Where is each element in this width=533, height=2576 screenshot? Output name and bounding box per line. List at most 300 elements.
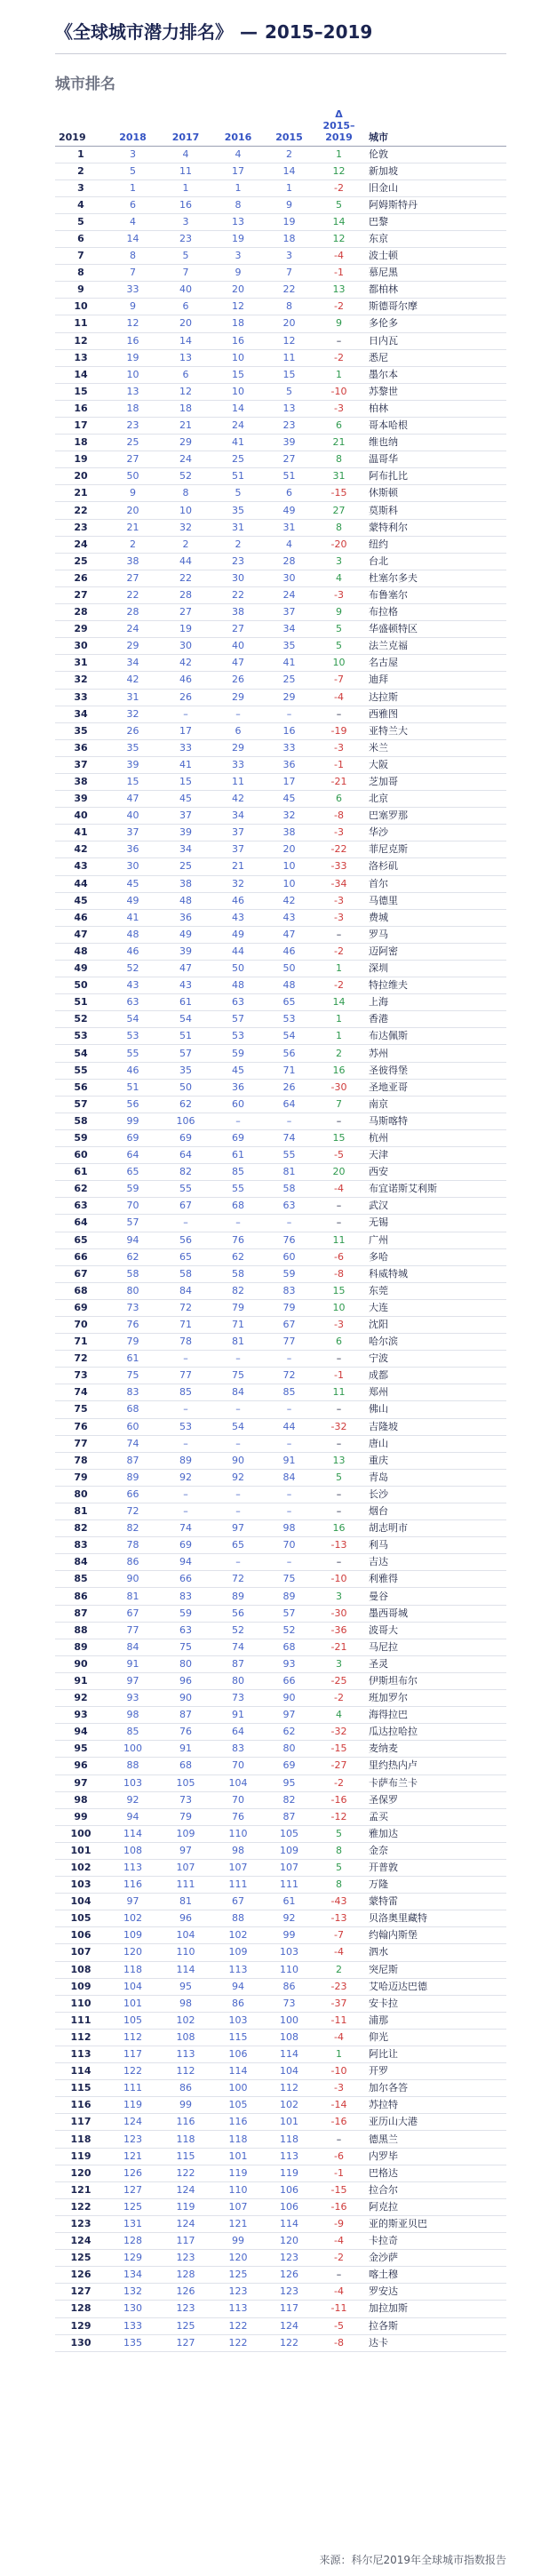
rank-2019-cell: 86 — [74, 1590, 88, 1602]
rank-2018-cell: 116 — [123, 1878, 142, 1891]
rank-2016-cell: 74 — [232, 1640, 244, 1653]
table-row — [55, 1503, 506, 1520]
table-row — [55, 825, 506, 841]
rank-2017-cell: 20 — [179, 317, 192, 330]
rank-2017-cell: 64 — [179, 1149, 192, 1161]
rank-2015-cell: 9 — [286, 198, 292, 211]
city-name-cell: 巴黎 — [369, 215, 388, 227]
rank-2017-cell: 42 — [179, 657, 192, 669]
rank-2018-cell: 77 — [126, 1623, 139, 1636]
rank-2016-cell: 114 — [228, 2065, 248, 2078]
rank-change-cell: -3 — [334, 402, 344, 414]
rank-2018-cell: 42 — [126, 674, 139, 686]
rank-2019-cell: 53 — [74, 1030, 88, 1042]
rank-2016-cell: 30 — [232, 571, 244, 584]
rank-2019-cell: 11 — [74, 317, 88, 330]
table-row — [55, 2250, 506, 2267]
rank-2015-cell: 111 — [280, 1878, 298, 1891]
city-name-cell: 雅加达 — [369, 1827, 398, 1839]
table-row — [55, 1774, 506, 1791]
rank-2016-cell: 113 — [228, 1963, 248, 1975]
rank-change-cell: -6 — [334, 1250, 344, 1263]
rank-2019-cell: 99 — [74, 1810, 88, 1822]
rank-change-cell: -15 — [330, 487, 347, 499]
rank-2016-cell: 41 — [232, 436, 244, 449]
rank-2016-cell: 33 — [232, 758, 244, 770]
rank-2019-cell: 92 — [74, 1692, 88, 1704]
rank-2015-cell: 23 — [282, 419, 296, 432]
city-name-cell: 都柏林 — [369, 283, 398, 296]
rank-2019-cell: 50 — [74, 979, 88, 992]
rank-2017-cell: 39 — [179, 945, 192, 957]
rank-2016-cell: 11 — [232, 776, 244, 788]
rank-2015-cell: 103 — [280, 1946, 298, 1958]
rank-2017-cell: 6 — [182, 300, 189, 313]
rank-2019-cell: 129 — [70, 2319, 91, 2332]
rank-2016-cell: 123 — [228, 2285, 248, 2298]
city-name-cell: 杜塞尔多夫 — [369, 571, 418, 584]
rank-2015-cell: 39 — [282, 436, 296, 449]
rank-2016-cell: 22 — [232, 588, 244, 601]
rank-2019-cell: 12 — [74, 334, 88, 347]
rank-2018-cell: 38 — [126, 554, 139, 567]
city-name-cell: 成都 — [369, 1369, 388, 1382]
rank-2018-cell: 94 — [126, 1233, 139, 1246]
rank-2019-cell: 58 — [74, 1114, 88, 1127]
rank-2017-cell: 63 — [179, 1623, 192, 1636]
rank-2015-cell: 31 — [282, 521, 296, 533]
rank-2016-cell: 86 — [232, 1997, 244, 2009]
rank-change-cell: -16 — [330, 2200, 347, 2213]
rank-2015-cell: 19 — [282, 215, 296, 227]
rank-2019-cell: 66 — [74, 1250, 88, 1263]
city-name-cell: 烟台 — [369, 1505, 388, 1518]
rank-2015-cell: 123 — [280, 2285, 298, 2298]
rank-2019-cell: 104 — [70, 1895, 91, 1908]
rank-2017-cell: 47 — [179, 962, 192, 975]
city-name-cell: 胡志明市 — [369, 1522, 408, 1535]
rank-2015-cell: 37 — [282, 606, 296, 618]
col-header-city: 城市 — [369, 131, 388, 143]
rank-change-cell: -9 — [334, 2217, 344, 2229]
rank-2019-cell: 38 — [74, 776, 88, 788]
rank-2017-cell: 41 — [179, 758, 192, 770]
rank-2019-cell: 42 — [74, 843, 88, 856]
rank-2015-cell: 36 — [282, 758, 296, 770]
rank-change-cell: – — [336, 1556, 342, 1568]
rank-2015-cell: 102 — [280, 2099, 298, 2111]
rank-2017-cell: 99 — [179, 2099, 192, 2111]
rank-change-cell: 9 — [336, 606, 342, 618]
rank-2016-cell: 84 — [232, 1386, 244, 1399]
table-row — [55, 1978, 506, 1995]
city-name-cell: 多哈 — [369, 1250, 388, 1263]
table-row — [55, 1232, 506, 1248]
rank-2017-cell: 15 — [179, 776, 192, 788]
city-name-cell: 海得拉巴 — [369, 1709, 408, 1721]
rank-2017-cell: 114 — [176, 1963, 195, 1975]
rank-change-cell: -37 — [330, 1997, 347, 2009]
rank-2019-cell: 9 — [77, 283, 84, 296]
rank-change-cell: 5 — [336, 623, 342, 635]
city-name-cell: 洛杉矶 — [369, 860, 398, 873]
city-name-cell: 首尔 — [369, 877, 388, 889]
rank-2016-cell: 57 — [232, 1013, 244, 1025]
rank-2016-cell: 52 — [232, 1623, 244, 1636]
rank-2016-cell: 105 — [228, 2099, 248, 2111]
rank-2018-cell: 75 — [126, 1369, 139, 1382]
city-name-cell: 旧金山 — [369, 181, 398, 194]
table-row — [55, 808, 506, 825]
rank-2015-cell: 22 — [282, 283, 296, 296]
rank-2019-cell: 85 — [74, 1573, 88, 1585]
header-row — [55, 98, 506, 146]
rank-2019-cell: 107 — [70, 1946, 91, 1958]
city-name-cell: 大阪 — [369, 758, 388, 770]
city-name-cell: 阿克拉 — [369, 2200, 398, 2213]
table-row — [55, 1384, 506, 1401]
rank-2019-cell: 49 — [74, 962, 88, 975]
rank-2016-cell: 110 — [228, 2183, 248, 2196]
rank-2019-cell: 94 — [74, 1726, 88, 1738]
rank-2018-cell: 114 — [123, 1827, 142, 1839]
rank-2015-cell: 124 — [280, 2319, 298, 2332]
rank-2019-cell: 110 — [70, 1997, 91, 2009]
rank-2019-cell: 48 — [74, 945, 88, 957]
rank-2018-cell: 62 — [126, 1250, 139, 1263]
rank-2015-cell: 80 — [282, 1743, 296, 1755]
rank-change-cell: 7 — [336, 1097, 342, 1110]
rank-2016-cell: 42 — [232, 793, 244, 805]
rank-2018-cell: 113 — [123, 1862, 142, 1874]
rank-change-cell: -32 — [330, 1726, 347, 1738]
rank-2017-cell: 10 — [179, 504, 192, 516]
rank-2017-cell: 7 — [182, 267, 189, 279]
table-row — [55, 2334, 506, 2351]
rank-2015-cell: 105 — [280, 1827, 298, 1839]
rank-2016-cell: 83 — [232, 1743, 244, 1755]
rank-2018-cell: 66 — [126, 1487, 139, 1500]
table-row — [55, 791, 506, 808]
rank-change-cell: -14 — [330, 2099, 347, 2111]
table-row — [55, 1028, 506, 1045]
rank-change-cell: -3 — [334, 894, 344, 906]
rank-2015-cell: 27 — [282, 453, 296, 466]
city-name-cell: 阿姆斯特丹 — [369, 198, 418, 211]
rank-2018-cell: 39 — [126, 758, 139, 770]
rank-2015-cell: – — [286, 1505, 292, 1518]
rank-2015-cell: 106 — [280, 2183, 298, 2196]
rank-2016-cell: 76 — [232, 1810, 244, 1822]
rank-2017-cell: 97 — [179, 1844, 192, 1856]
city-name-cell: 加拉加斯 — [369, 2302, 408, 2315]
table-row — [55, 722, 506, 739]
rank-2016-cell: 44 — [232, 945, 244, 957]
rank-2018-cell: 126 — [123, 2166, 142, 2179]
table-row — [55, 1808, 506, 1825]
rank-2018-cell: 63 — [126, 996, 139, 1009]
rank-2019-cell: 52 — [74, 1013, 88, 1025]
table-row — [55, 1944, 506, 1961]
rank-2018-cell: 89 — [126, 1471, 139, 1483]
city-name-cell: 宁波 — [369, 1352, 388, 1365]
rank-2016-cell: 9 — [235, 267, 242, 279]
rank-change-cell: -8 — [334, 809, 344, 822]
city-name-cell: 墨尔本 — [369, 368, 398, 380]
rank-2019-cell: 46 — [74, 911, 88, 923]
rank-2019-cell: 112 — [70, 2030, 91, 2043]
rank-change-cell: 10 — [332, 657, 346, 669]
rank-2019-cell: 101 — [70, 1844, 91, 1856]
delta-symbol: Δ — [335, 108, 343, 120]
source-note: 来源：科尔尼2019年全球城市指数报告 — [319, 2554, 506, 2566]
rank-change-cell: 14 — [332, 996, 346, 1009]
rank-2015-cell: 7 — [286, 267, 292, 279]
table-row — [55, 213, 506, 230]
rank-2018-cell: 51 — [126, 1081, 139, 1093]
rank-2019-cell: 13 — [74, 351, 88, 363]
rank-2019-cell: 128 — [70, 2302, 91, 2315]
city-name-cell: 突尼斯 — [369, 1963, 398, 1975]
rank-2019-cell: 91 — [74, 1674, 88, 1687]
city-name-cell: 唐山 — [369, 1437, 388, 1449]
rank-2019-cell: 119 — [70, 2149, 91, 2162]
rank-2015-cell: 114 — [280, 2217, 298, 2229]
table-row — [55, 451, 506, 468]
rank-2018-cell: 135 — [123, 2336, 142, 2349]
rank-2019-cell: 60 — [74, 1149, 88, 1161]
rank-change-cell: -16 — [330, 2116, 347, 2128]
rank-2015-cell: 58 — [282, 1183, 296, 1195]
rank-2015-cell: 20 — [282, 317, 296, 330]
rank-2018-cell: 69 — [126, 1131, 139, 1144]
city-name-cell: 青岛 — [369, 1471, 388, 1483]
rank-change-cell: 8 — [336, 453, 342, 466]
rank-2018-cell: 73 — [126, 1301, 139, 1313]
rank-2017-cell: 56 — [179, 1233, 192, 1246]
table-row — [55, 349, 506, 366]
table-row — [55, 1452, 506, 1469]
rank-2015-cell: 75 — [282, 1573, 296, 1585]
rank-change-cell: -19 — [330, 724, 347, 737]
rank-2019-cell: 29 — [74, 623, 88, 635]
rank-2018-cell: 80 — [126, 1284, 139, 1296]
rank-2016-cell: 100 — [228, 2082, 248, 2094]
table-row — [55, 553, 506, 570]
rank-2015-cell: 61 — [282, 1895, 296, 1908]
rank-2019-cell: 81 — [74, 1505, 88, 1518]
col-header-2019: 2019 — [59, 131, 86, 143]
city-name-cell: 孟买 — [369, 1810, 388, 1822]
table-row — [55, 2233, 506, 2250]
rank-2019-cell: 83 — [74, 1539, 88, 1551]
rank-2019-cell: 6 — [77, 233, 84, 245]
rank-2017-cell: – — [183, 1216, 188, 1229]
rank-2019-cell: 123 — [70, 2217, 91, 2229]
table-row — [55, 570, 506, 586]
rank-2019-cell: 98 — [74, 1793, 88, 1806]
rank-change-cell: -21 — [330, 1640, 347, 1653]
table-row — [55, 1198, 506, 1215]
city-name-cell: 长沙 — [369, 1487, 388, 1500]
city-name-cell: 圣地亚哥 — [369, 1081, 408, 1093]
city-name-cell: 布拉格 — [369, 606, 398, 618]
rank-2015-cell: 44 — [282, 1420, 296, 1432]
city-name-cell: 泗水 — [369, 1946, 388, 1958]
table-body — [55, 146, 506, 2351]
rank-2016-cell: 24 — [232, 419, 244, 432]
rank-2015-cell: 108 — [280, 2030, 298, 2043]
rank-2018-cell: 49 — [126, 894, 139, 906]
rank-change-cell: 15 — [332, 1131, 346, 1144]
rank-2018-cell: 57 — [126, 1216, 139, 1229]
rank-2019-cell: 32 — [74, 674, 88, 686]
city-name-cell: 迪拜 — [369, 674, 388, 686]
rank-2019-cell: 72 — [74, 1352, 88, 1365]
rank-2017-cell: 6 — [182, 368, 189, 380]
rank-2019-cell: 4 — [77, 198, 84, 211]
rank-2016-cell: 12 — [232, 300, 244, 313]
rank-change-cell: -2 — [334, 2252, 344, 2264]
rank-2016-cell: 8 — [235, 198, 242, 211]
table-row — [55, 1418, 506, 1435]
rank-2018-cell: 55 — [126, 1047, 139, 1059]
rank-2016-cell: 26 — [232, 674, 244, 686]
delta-range: 2015–2019 — [322, 119, 355, 143]
city-name-cell: 斯德哥尔摩 — [369, 300, 418, 313]
rank-2019-cell: 28 — [74, 606, 88, 618]
rank-2019-cell: 63 — [74, 1200, 88, 1212]
rank-2015-cell: 41 — [282, 657, 296, 669]
rank-2016-cell: 58 — [232, 1267, 244, 1280]
rank-2017-cell: 69 — [179, 1131, 192, 1144]
city-name-cell: 金沙萨 — [369, 2252, 398, 2264]
city-name-cell: 西安 — [369, 1166, 388, 1178]
rank-2016-cell: – — [235, 707, 241, 720]
table-row — [55, 2215, 506, 2232]
rank-2018-cell: 34 — [126, 657, 139, 669]
rank-2016-cell: 70 — [232, 1793, 244, 1806]
rank-2016-cell: 43 — [232, 911, 244, 923]
table-row — [55, 2012, 506, 2029]
rank-2016-cell: 70 — [232, 1759, 244, 1772]
rank-2017-cell: 83 — [179, 1590, 192, 1602]
rank-2018-cell: 56 — [126, 1097, 139, 1110]
rank-2015-cell: 67 — [282, 1319, 296, 1331]
table-row — [55, 621, 506, 638]
rank-2018-cell: 121 — [123, 2149, 142, 2162]
rank-2017-cell: 123 — [176, 2302, 195, 2315]
table-row — [55, 179, 506, 196]
rank-2015-cell: 1 — [286, 181, 292, 194]
rank-2015-cell: 113 — [280, 2149, 298, 2162]
city-name-cell: 开普敦 — [369, 1862, 398, 1874]
rank-2015-cell: – — [286, 1352, 292, 1365]
city-name-cell: 马斯喀特 — [369, 1114, 408, 1127]
rank-2019-cell: 54 — [74, 1047, 88, 1059]
rank-2019-cell: 62 — [74, 1183, 88, 1195]
table-row — [55, 2131, 506, 2148]
table-row — [55, 265, 506, 282]
rank-2015-cell: 69 — [282, 1759, 296, 1772]
rank-change-cell: 2 — [336, 1047, 342, 1059]
rank-change-cell: -3 — [334, 911, 344, 923]
rank-2017-cell: 80 — [179, 1657, 192, 1670]
table-row — [55, 604, 506, 621]
rank-2016-cell: 49 — [232, 928, 244, 940]
rank-2017-cell: 91 — [179, 1743, 192, 1755]
rank-2017-cell: 24 — [179, 453, 192, 466]
rank-2015-cell: 6 — [286, 487, 292, 499]
rank-2016-cell: 34 — [232, 809, 244, 822]
rank-2018-cell: 7 — [130, 267, 136, 279]
rank-2017-cell: 22 — [179, 571, 192, 584]
rank-2016-cell: 92 — [232, 1471, 244, 1483]
rank-2018-cell: 104 — [123, 1980, 142, 1992]
city-name-cell: 约翰内斯堡 — [369, 1929, 418, 1942]
rank-2018-cell: 134 — [123, 2269, 142, 2281]
rank-2018-cell: 132 — [123, 2285, 142, 2298]
rank-2017-cell: 106 — [176, 1114, 195, 1127]
rank-2019-cell: 111 — [70, 2014, 91, 2026]
city-name-cell: 深圳 — [369, 962, 388, 975]
rank-2018-cell: 53 — [126, 1030, 139, 1042]
rank-2018-cell: 58 — [126, 1267, 139, 1280]
rank-2019-cell: 121 — [70, 2183, 91, 2196]
rank-2016-cell: – — [235, 1487, 241, 1500]
rank-2019-cell: 23 — [74, 521, 88, 533]
rank-2018-cell: 68 — [126, 1403, 139, 1416]
rank-2017-cell: 14 — [179, 334, 192, 347]
rank-2019-cell: 30 — [74, 640, 88, 652]
rank-2017-cell: 36 — [179, 911, 192, 923]
rank-2018-cell: 102 — [123, 1912, 142, 1925]
city-name-cell: 罗安达 — [369, 2285, 398, 2298]
rank-2019-cell: 114 — [70, 2065, 91, 2078]
rank-change-cell: -15 — [330, 1743, 347, 1755]
rank-2015-cell: 60 — [282, 1250, 296, 1263]
city-name-cell: 内罗毕 — [369, 2149, 398, 2162]
rank-2018-cell: 100 — [123, 1743, 142, 1755]
table-row — [55, 1741, 506, 1758]
rank-2017-cell: 125 — [176, 2319, 195, 2332]
city-name-cell: 重庆 — [369, 1454, 388, 1466]
rank-2015-cell: 20 — [282, 843, 296, 856]
rank-2015-cell: 32 — [282, 809, 296, 822]
city-name-cell: 伦敦 — [369, 148, 388, 160]
rank-2018-cell: 1 — [130, 181, 136, 194]
rank-change-cell: -4 — [334, 1946, 344, 1958]
rank-2015-cell: 18 — [282, 233, 296, 245]
rank-2016-cell: 27 — [232, 623, 244, 635]
rank-change-cell: -5 — [334, 2319, 344, 2332]
city-name-cell: 温哥华 — [369, 453, 398, 466]
rank-change-cell: 5 — [336, 1827, 342, 1839]
rank-change-cell: -21 — [330, 776, 347, 788]
rank-change-cell: – — [336, 1352, 342, 1365]
rank-change-cell: 1 — [336, 148, 342, 160]
rank-2016-cell: – — [235, 1403, 241, 1416]
rank-2015-cell: 66 — [282, 1674, 296, 1687]
rank-2017-cell: 75 — [179, 1640, 192, 1653]
rank-2017-cell: 78 — [179, 1336, 192, 1348]
rank-2016-cell: 63 — [232, 996, 244, 1009]
rank-2016-cell: 89 — [232, 1590, 244, 1602]
rank-2019-cell: 118 — [70, 2133, 91, 2145]
rank-change-cell: -2 — [334, 181, 344, 194]
rank-2017-cell: 4 — [182, 148, 189, 160]
rank-2019-cell: 19 — [74, 453, 88, 466]
